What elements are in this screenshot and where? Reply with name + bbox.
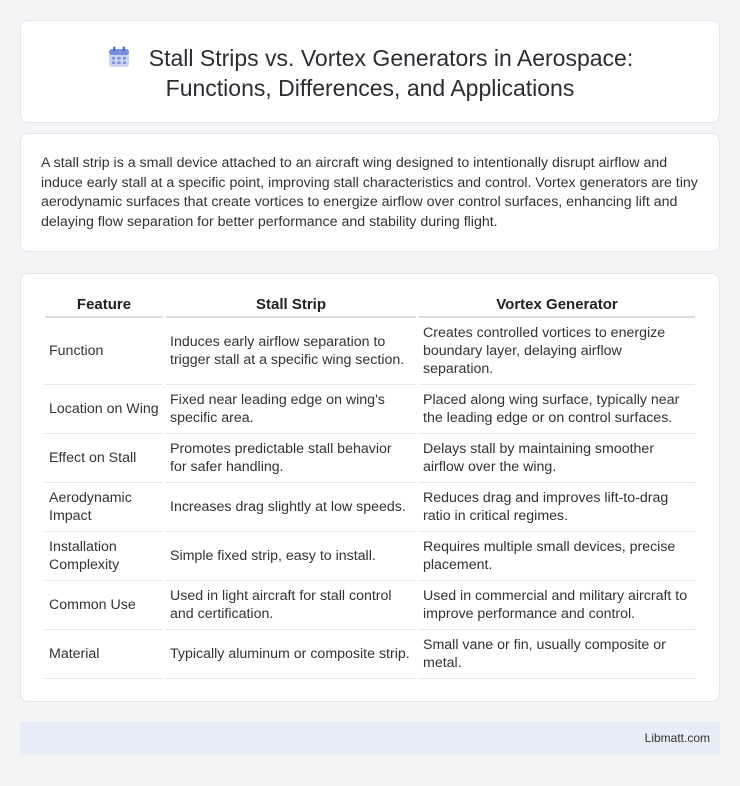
feature-cell: Aerodynamic Impact <box>45 483 163 532</box>
feature-cell: Effect on Stall <box>45 434 163 483</box>
feature-cell: Common Use <box>45 581 163 630</box>
footer <box>20 722 720 755</box>
feature-cell: Material <box>45 630 163 679</box>
feature-cell: Installation Complexity <box>45 532 163 581</box>
vortex-generator-cell: Requires multiple small devices, precise placement. <box>419 532 695 581</box>
title-line-2: Functions, Differences, and Applications <box>165 75 575 101</box>
stall-strip-cell: Promotes predictable stall behavior for safer handling. <box>166 434 416 483</box>
comparison-table <box>42 296 698 679</box>
table-row <box>45 483 695 532</box>
table-row <box>45 434 695 483</box>
table-row <box>45 630 695 679</box>
intro-card <box>20 133 720 252</box>
stall-strip-cell: Fixed near leading edge on wing's specific area. <box>166 385 416 434</box>
table-row <box>45 532 695 581</box>
title-line-1: Stall Strips vs. Vortex Generators in Aerospace: <box>148 45 634 71</box>
table-row <box>45 318 695 385</box>
vortex-generator-cell: Reduces drag and improves lift-to-drag ratio in critical regimes. <box>419 483 695 532</box>
footer-site-link[interactable]: Libmatt.com <box>644 731 710 745</box>
header-vortex-generator: Vortex Generator <box>419 296 695 318</box>
feature-cell: Function <box>45 318 163 385</box>
header-feature: Feature <box>45 296 163 318</box>
stall-strip-cell: Typically aluminum or composite strip. <box>166 630 416 679</box>
calendar-icon <box>107 45 131 69</box>
intro-paragraph: A stall strip is a small device attached to an aircraft wing designed to intentionally disrupt airflow and induce early stall at a specific point, improving stall characteristics and control. Vortex generators are tiny aerodynamic surfaces that create vortices to energize airflow over control surfaces, enhancing lift and delaying flow separation for better performance and stability during flight. <box>41 155 698 230</box>
vortex-generator-cell: Delays stall by maintaining smoother airflow over the wing. <box>419 434 695 483</box>
stall-strip-cell: Used in light aircraft for stall control and certification. <box>166 581 416 630</box>
table-row <box>45 581 695 630</box>
stall-strip-cell: Induces early airflow separation to trigger stall at a specific wing section. <box>166 318 416 385</box>
vortex-generator-cell: Small vane or fin, usually composite or metal. <box>419 630 695 679</box>
vortex-generator-cell: Creates controlled vortices to energize boundary layer, delaying airflow separation. <box>419 318 695 385</box>
page-title <box>21 43 719 103</box>
vortex-generator-cell: Placed along wing surface, typically near the leading edge or on control surfaces. <box>419 385 695 434</box>
stall-strip-cell: Simple fixed strip, easy to install. <box>166 532 416 581</box>
header-stall-strip: Stall Strip <box>166 296 416 318</box>
table-row <box>45 385 695 434</box>
title-card <box>20 20 720 123</box>
feature-cell: Location on Wing <box>45 385 163 434</box>
stall-strip-cell: Increases drag slightly at low speeds. <box>166 483 416 532</box>
comparison-card <box>20 273 720 702</box>
vortex-generator-cell: Used in commercial and military aircraft to improve performance and control. <box>419 581 695 630</box>
table-header-row <box>45 296 695 318</box>
